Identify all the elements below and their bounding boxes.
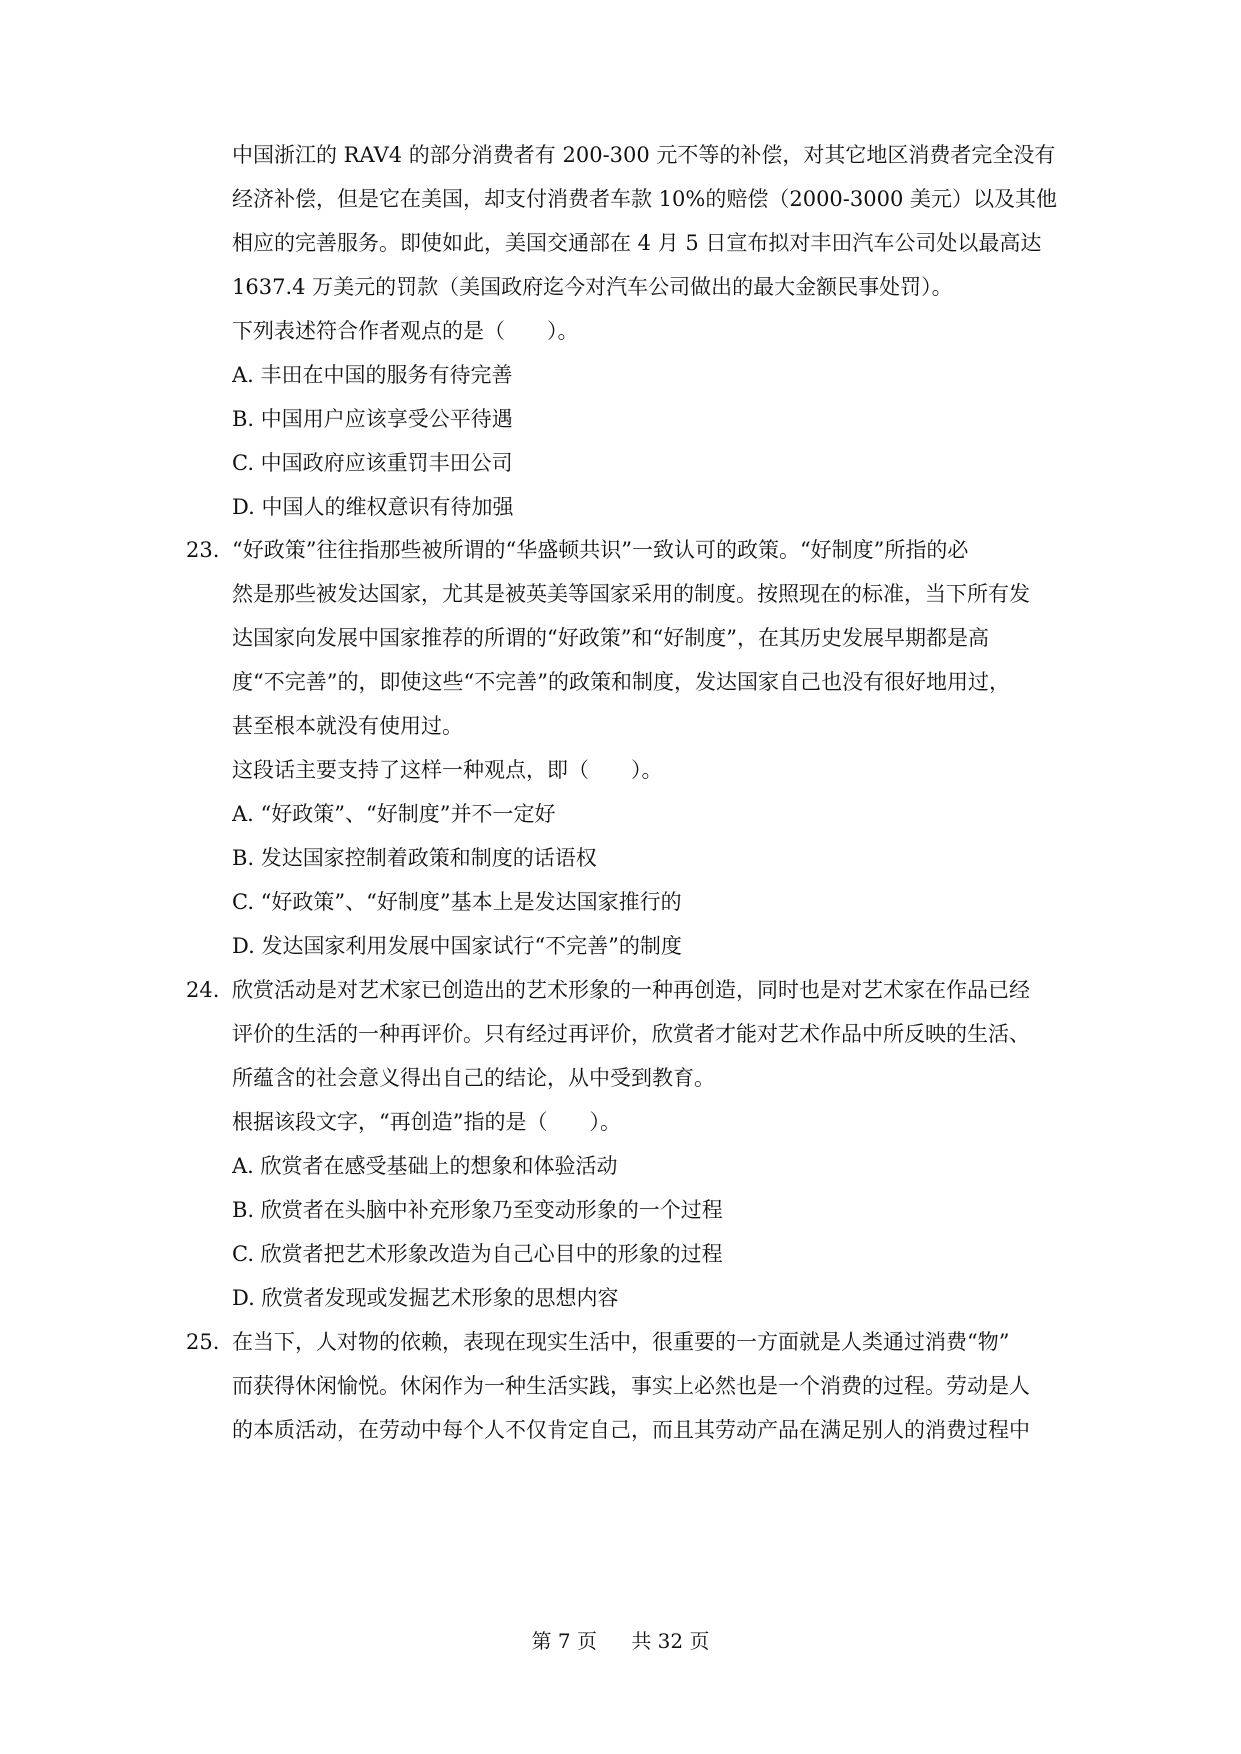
paragraph-line: 甚至根本就没有使用过。 <box>232 714 463 738</box>
page-total: 共 32 页 <box>631 1629 710 1653</box>
option-c: C. 欣赏者把艺术形象改造为自己心目中的形象的过程 <box>232 1242 723 1266</box>
question-number: 25. <box>186 1330 220 1354</box>
question-number: 23. <box>186 538 220 562</box>
option-d: D. 欣赏者发现或发掘艺术形象的思想内容 <box>232 1286 619 1310</box>
paragraph-line: 而获得休闲愉悦。休闲作为一种生活实践，事实上必然也是一个消费的过程。劳动是人 <box>232 1374 1030 1398</box>
page-number: 第 7 页 <box>531 1629 597 1653</box>
paragraph-line: 欣赏活动是对艺术家已创造出的艺术形象的一种再创造，同时也是对艺术家在作品已经 <box>232 978 1030 1002</box>
page-footer <box>0 1627 1241 1655</box>
question-prompt: 根据该段文字，“再创造”指的是（ ）。 <box>232 1110 621 1134</box>
option-c: C. 中国政府应该重罚丰田公司 <box>232 451 513 475</box>
paragraph-line: 中国浙江的 RAV4 的部分消费者有 200-300 元不等的补偿，对其它地区消费者完全没有 <box>232 143 1056 167</box>
paragraph-line: 的本质活动，在劳动中每个人不仅肯定自己，而且其劳动产品在满足别人的消费过程中 <box>232 1418 1030 1442</box>
paragraph-line: 达国家向发展中国家推荐的所谓的“好政策”和“好制度”，在其历史发展早期都是高 <box>232 626 989 650</box>
paragraph-line: 相应的完善服务。即使如此，美国交通部在 4 月 5 日宣布拟对丰田汽车公司处以最高达 <box>232 231 1042 255</box>
option-d: D. 发达国家利用发展中国家试行“不完善”的制度 <box>232 934 682 958</box>
option-b: B. 欣赏者在头脑中补充形象乃至变动形象的一个过程 <box>232 1198 723 1222</box>
paragraph-line: 评价的生活的一种再评价。只有经过再评价，欣赏者才能对艺术作品中所反映的生活、 <box>232 1022 1030 1046</box>
paragraph-line: 经济补偿，但是它在美国，却支付消费者车款 10%的赔偿（2000-3000 美元）以及其他 <box>232 187 1058 211</box>
option-c: C. “好政策”、“好制度”基本上是发达国家推行的 <box>232 890 682 914</box>
paragraph-line: 在当下，人对物的依赖，表现在现实生活中，很重要的一方面就是人类通过消费“物” <box>232 1330 1010 1354</box>
paragraph-line: 然是那些被发达国家，尤其是被英美等国家采用的制度。按照现在的标准，当下所有发 <box>232 582 1030 606</box>
option-a: A. 丰田在中国的服务有待完善 <box>232 363 513 387</box>
paragraph-line: “好政策”往往指那些被所谓的“华盛顿共识”一致认可的政策。“好制度”所指的必 <box>232 538 969 562</box>
option-a: A. 欣赏者在感受基础上的想象和体验活动 <box>232 1154 618 1178</box>
option-d: D. 中国人的维权意识有待加强 <box>232 495 514 519</box>
question-number: 24. <box>186 978 220 1002</box>
option-b: B. 发达国家控制着政策和制度的话语权 <box>232 846 597 870</box>
question-prompt: 下列表述符合作者观点的是（ ）。 <box>232 319 579 343</box>
option-a: A. “好政策”、“好制度”并不一定好 <box>232 802 556 826</box>
question-prompt: 这段话主要支持了这样一种观点，即（ ）。 <box>232 758 663 782</box>
option-b: B. 中国用户应该享受公平待遇 <box>232 407 513 431</box>
paragraph-line: 度“不完善”的，即使这些“不完善”的政策和制度，发达国家自己也没有很好地用过， <box>232 670 1010 694</box>
paragraph-line: 所蕴含的社会意义得出自己的结论，从中受到教育。 <box>232 1066 715 1090</box>
paragraph-line: 1637.4 万美元的罚款（美国政府迄今对汽车公司做出的最大金额民事处罚）。 <box>232 275 953 299</box>
